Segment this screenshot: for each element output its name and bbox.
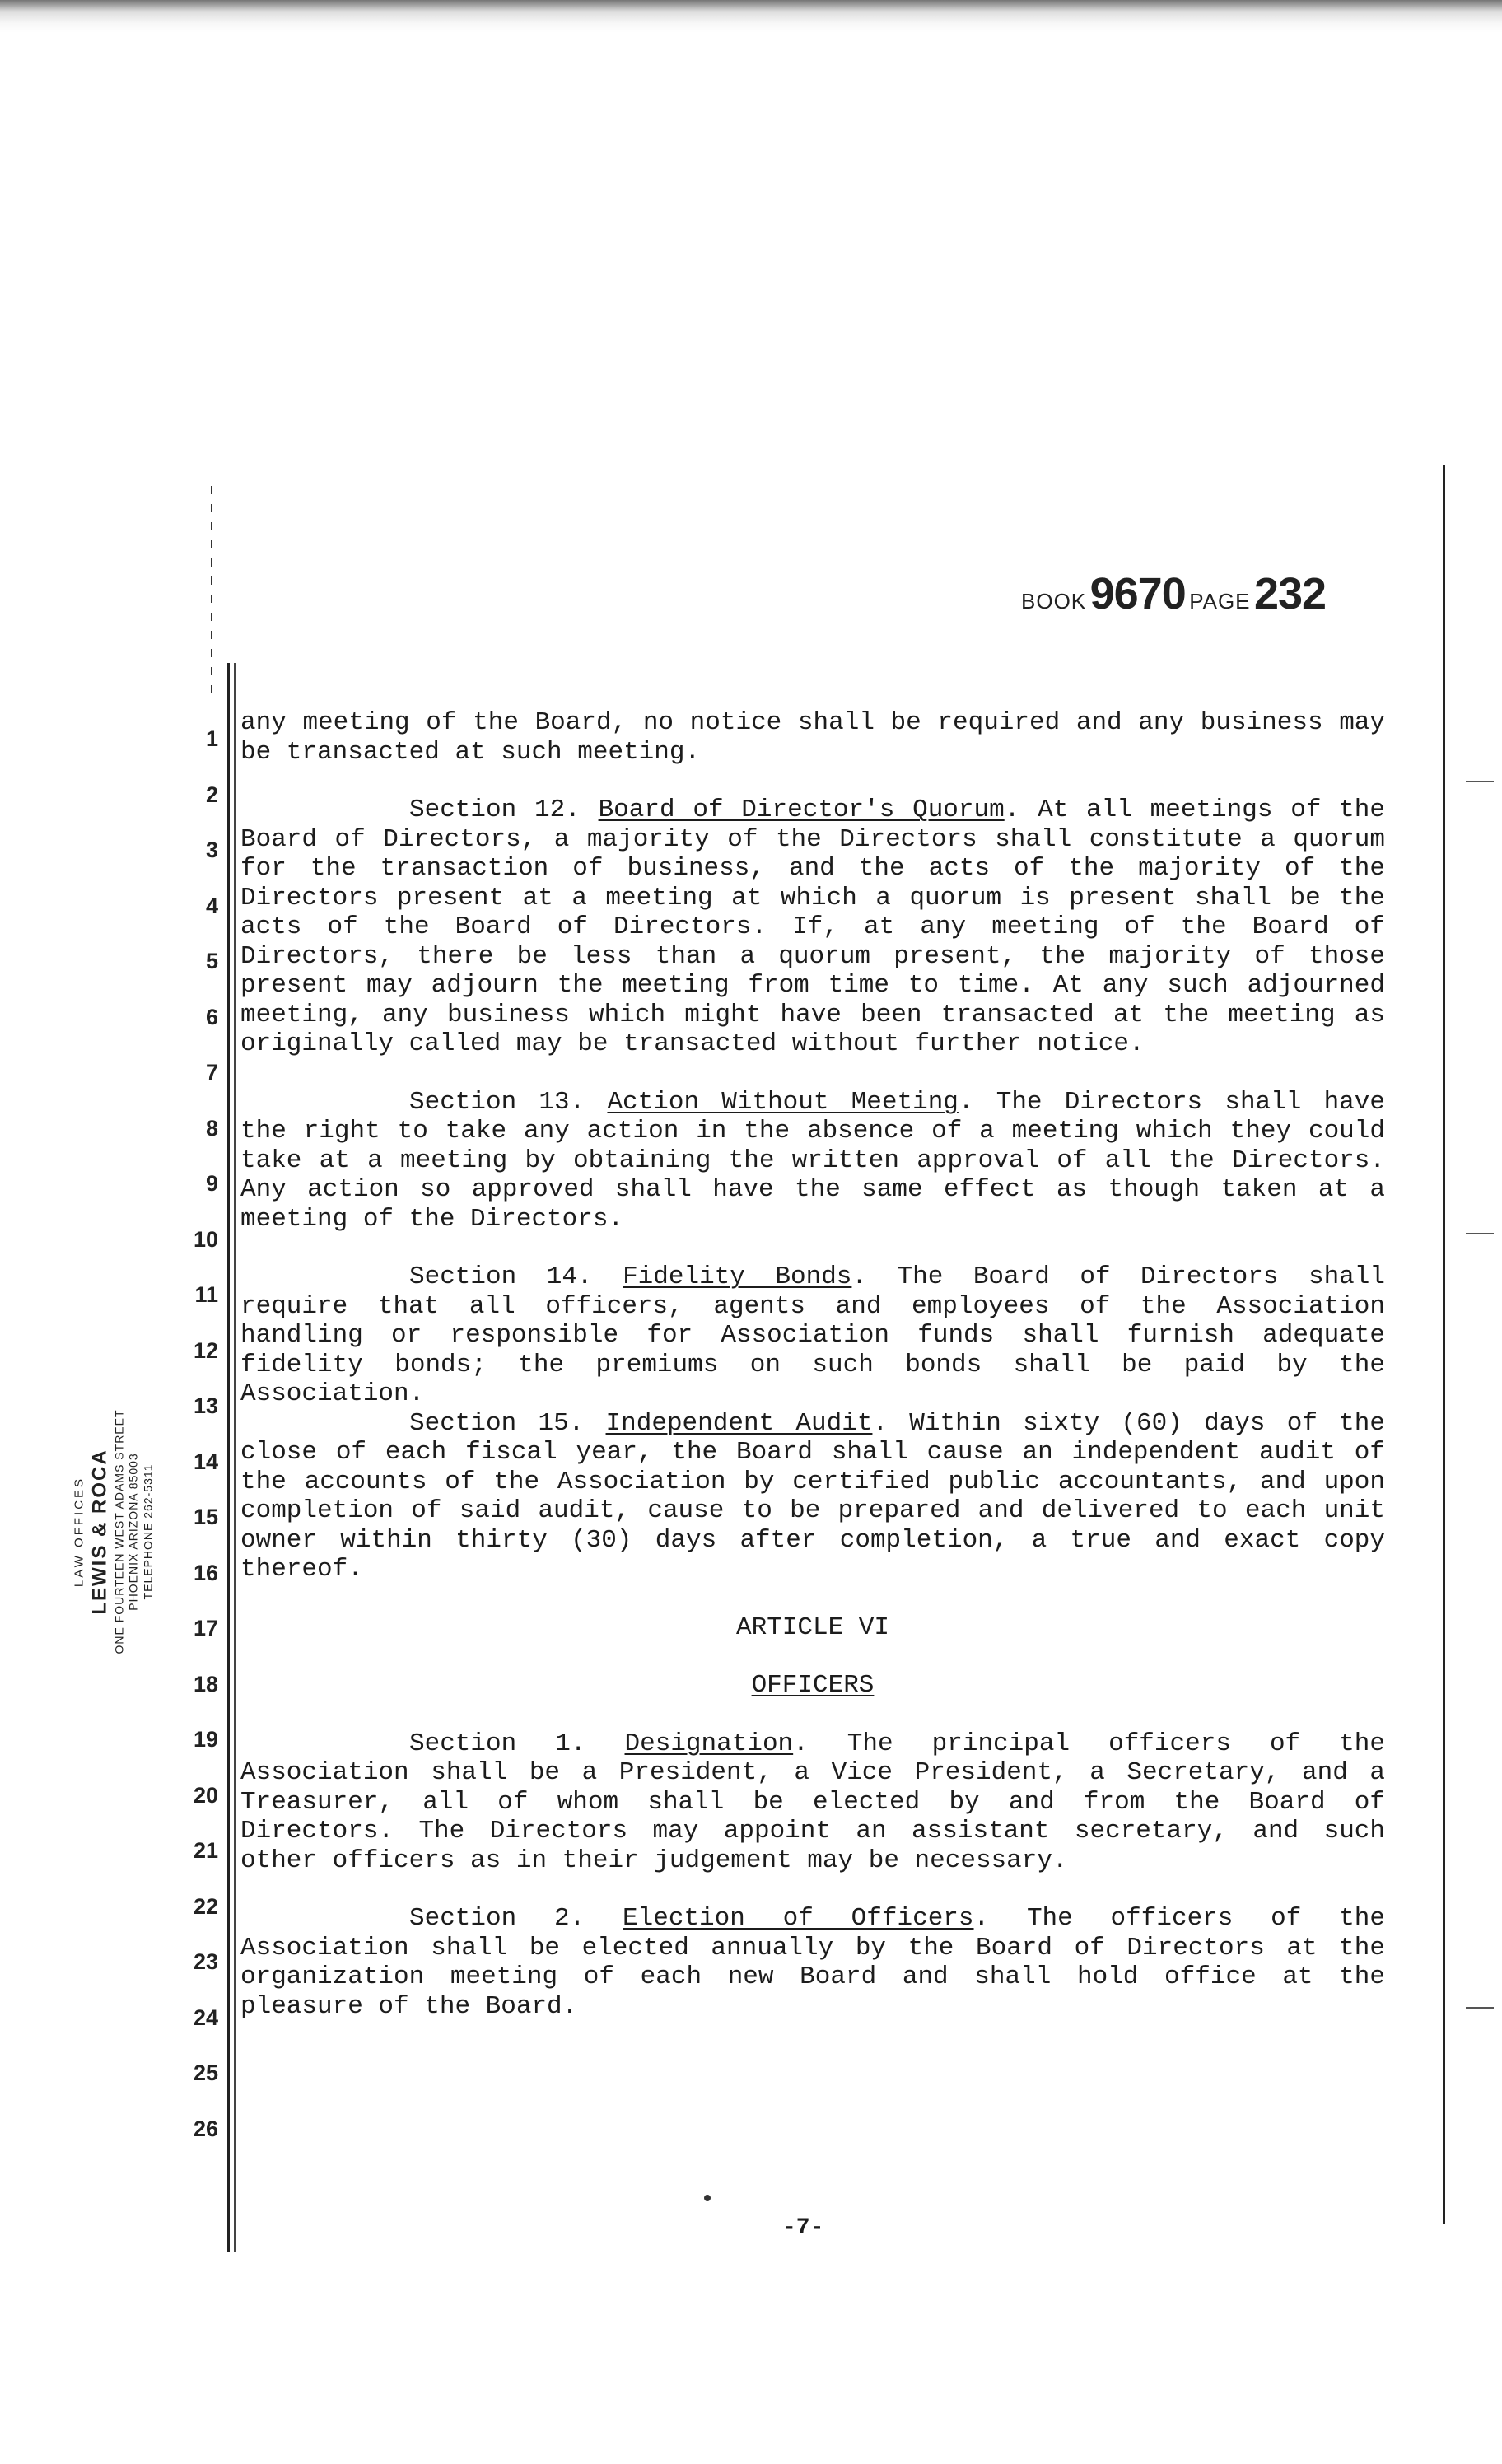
law-office-margin-stamp (72, 1409, 155, 1654)
line-number: 17 (193, 1616, 218, 1640)
section-title: Action Without Meeting (607, 1087, 959, 1117)
book-prefix: BOOK (1021, 589, 1087, 614)
line-number: 1 (205, 726, 218, 751)
line-number: 13 (193, 1393, 218, 1418)
section-text: The Board of Directors shall require that all officers, agents and employees of the Association handling or responsible for Association funds shall furnish adequate fidelity bonds; the premiums on such bonds shall be paid by the Association. (240, 1262, 1385, 1408)
section-number: Section 14. (409, 1262, 593, 1291)
section-number: Section 13. (409, 1087, 585, 1117)
section-title: Fidelity Bonds (623, 1262, 852, 1291)
line-number: 14 (193, 1449, 218, 1474)
line-number: 10 (193, 1226, 218, 1252)
line-number: 12 (193, 1337, 218, 1363)
section-text: The officers of the Association shall be elected annually by the Board of Directors at the organization meeting of each new Board and shall hold office at the pleasure of the Board. (240, 1904, 1385, 2021)
left-margin-rule-inner (234, 663, 236, 2252)
line-number: 8 (205, 1115, 218, 1141)
section-number: Section 12. (409, 796, 581, 824)
page-stamp-number: 232 (1253, 569, 1327, 618)
line-number: 16 (193, 1560, 218, 1585)
article-heading: ARTICLE VI (735, 1612, 890, 1642)
left-margin-rule (227, 663, 230, 2252)
page-label: PAGE (1189, 589, 1251, 614)
right-margin-rule (1443, 465, 1445, 2224)
section-text: At all meetings of the Board of Directors, a majority of the Directors shall constitute a quorum for the transaction of business, and the acts of the majority of the Directors present at a meeting at which a quorum is present shall be the acts of the Board of Directors. If, at any meeting of the Board of Directors, there be less than a quorum present, the majority of those present may adjourn the meeting from time to time. At any such adjourned meeting, any business which might have been transacted at the meeting as originally called may be transacted without further notice. (240, 796, 1385, 1058)
margin-tick (1466, 1233, 1494, 1234)
section-number: Section 2. (409, 1904, 585, 1933)
line-number: 2 (205, 782, 218, 807)
scan-edge-artifact (0, 0, 1502, 33)
article-title: OFFICERS (751, 1671, 875, 1700)
section-title: Independent Audit (605, 1408, 873, 1438)
margin-tick (1466, 2007, 1494, 2009)
document-body (240, 708, 1385, 2021)
book-page-stamp (1021, 568, 1326, 619)
section-title: Designation (624, 1729, 794, 1758)
line-number: 21 (193, 1838, 218, 1863)
line-number: 19 (193, 1727, 218, 1752)
ink-speck (704, 2195, 711, 2201)
line-number: 24 (193, 2004, 218, 2030)
margin-tick (1466, 781, 1494, 782)
line-number: 15 (193, 1505, 218, 1529)
line-number: 6 (205, 1004, 218, 1029)
firm-phone: TELEPHONE 262-5311 (141, 1463, 155, 1600)
line-number: 20 (193, 1782, 218, 1808)
opening-paragraph: any meeting of the Board, no notice shall be required and any business may be transacted at such meeting. (240, 708, 1385, 767)
line-number: 3 (205, 838, 218, 862)
firm-address: ONE FOURTEEN WEST ADAMS STREET (112, 1409, 126, 1654)
section-vi-2: Section 2. Election of Officers. The officers of the Association shall be elected annually by the Board of Directors at the organization meeting of each new Board and shall hold office at the pleasure of the Board. (240, 1904, 1385, 2021)
line-number: 26 (193, 2116, 218, 2141)
section-vi-1: Section 1. Designation. The principal officers of the Association shall be a President, a Vice President, a Secretary, and a Treasurer, all of whom shall be elected by and from the Board of Directors. The Directors may appoint an assistant secretary, and such other officers as in their judgement may be necessary. (240, 1729, 1385, 1875)
page-number: -7- (782, 2215, 824, 2241)
section-text: The Directors shall have the right to take any action in the absence of a meeting which they could take at a meeting by obtaining the written approval of all the Directors. Any action so approved shall have the same effect as though taken at a meeting of the Directors. (240, 1087, 1385, 1234)
book-number: 9670 (1089, 569, 1186, 618)
line-number: 23 (193, 1949, 218, 1974)
section-14: Section 14. Fidelity Bonds. The Board of Directors shall require that all officers, agents and employees of the Association handling or responsible for Association funds shall furnish adequate fidelity bonds; the premiums on such bonds shall be paid by the Association. (240, 1262, 1385, 1408)
section-text: The principal officers of the Association shall be a President, a Vice President, a Secretary, and a Treasurer, all of whom shall be elected by and from the Board of Directors. The Directors may appoint an assistant secretary, and such other officers as in their judgement may be necessary. (240, 1729, 1385, 1875)
firm-name: LEWIS & ROCA (88, 1449, 111, 1615)
line-number: 18 (193, 1671, 218, 1696)
section-12: Section 12. Board of Director's Quorum. At all meetings of the Board of Directors, a majority of the Directors shall constitute a quorum for the transaction of business, and the acts of the majority of the Directors present at a meeting at which a quorum is present shall be the acts of the Board of Directors. If, at any meeting of the Board of Directors, there be less than a quorum present, the majority of those present may adjourn the meeting from time to time. At any such adjourned meeting, any business which might have been transacted at the meeting as originally called may be transacted without further notice. (240, 796, 1385, 1058)
section-number: Section 1. (409, 1729, 586, 1758)
line-number: 5 (205, 949, 218, 973)
margin-mark (211, 486, 212, 700)
section-title: Board of Director's Quorum (598, 796, 1005, 824)
section-text: Within sixty (60) days of the close of each fiscal year, the Board shall cause an independent audit of the accounts of the Association by certified public accountants, and upon completion of said audit, cause to be prepared and delivered to each unit owner within thirty (30) days after completion, a true and exact copy thereof. (240, 1408, 1385, 1584)
line-number: 25 (193, 2060, 218, 2085)
firm-city: PHOENIX ARIZONA 85003 (126, 1453, 140, 1611)
section-13: Section 13. Action Without Meeting. The Directors shall have the right to take any action in the absence of a meeting which they could take at a meeting by obtaining the written approval of all the Directors. Any action so approved shall have the same effect as though taken at a meeting of the Directors. (240, 1087, 1385, 1234)
line-number: 4 (205, 893, 218, 918)
line-number: 22 (193, 1893, 218, 1919)
section-number: Section 15. (409, 1408, 585, 1438)
line-number: 11 (194, 1282, 218, 1307)
line-number: 7 (205, 1060, 218, 1085)
section-15: Section 15. Independent Audit. Within sixty (60) days of the close of each fiscal year, the Board shall cause an independent audit of the accounts of the Association by certified public accountants, and upon completion of said audit, cause to be prepared and delivered to each unit owner within thirty (30) days after completion, a true and exact copy thereof. (240, 1408, 1385, 1584)
law-offices-label: LAW OFFICES (72, 1476, 86, 1588)
section-title: Election of Officers (623, 1904, 974, 1933)
line-number: 9 (205, 1171, 218, 1196)
